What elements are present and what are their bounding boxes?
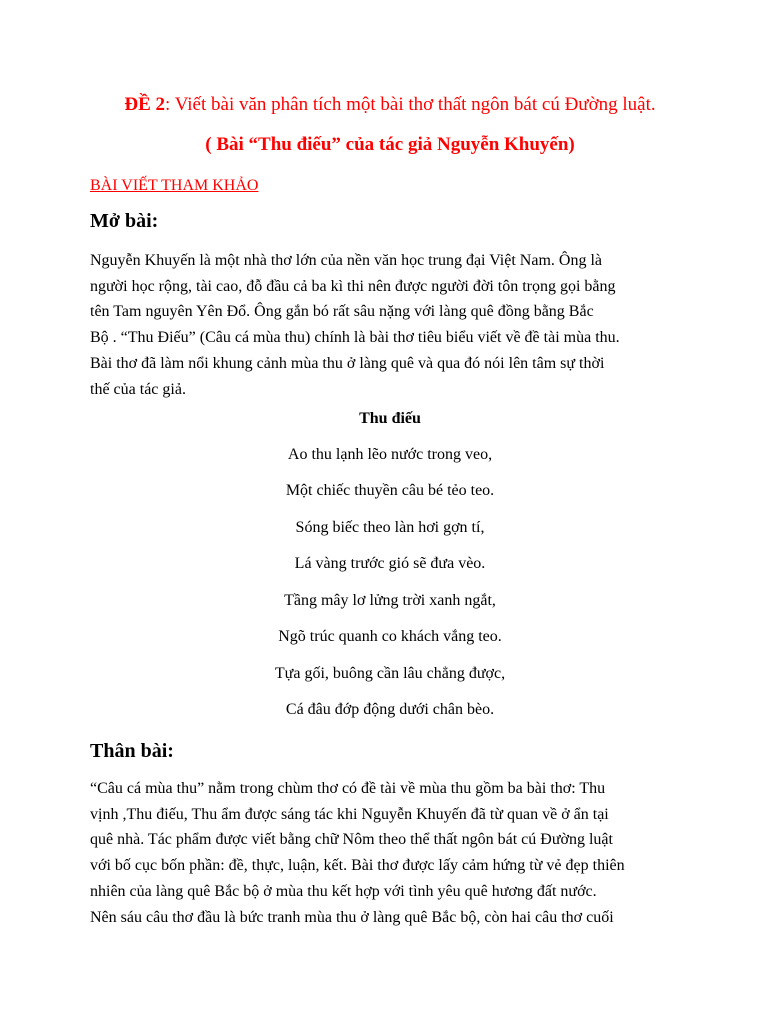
poem-title: Thu điếu <box>359 410 421 427</box>
poem-line: Ao thu lạnh lẽo nước trong veo, <box>287 446 493 463</box>
poem-line: Ngõ trúc quanh co khách vắng teo. <box>278 628 502 645</box>
paragraph-line: “Câu cá mùa thu” nằm trong chùm thơ có đề tài về mùa thu gồm ba bài thơ: Thu <box>90 780 606 797</box>
assignment-number: ĐỀ 2 <box>124 94 166 115</box>
poem-line: Sóng biếc theo làn hơi gợn tí, <box>295 519 485 536</box>
poem-line: Tầng mây lơ lửng trời xanh ngắt, <box>284 592 496 609</box>
intro-heading: Mở bài: <box>90 210 159 232</box>
assignment-title <box>90 93 690 117</box>
poem-line: Tựa gối, buông cần lâu chẳng được, <box>274 665 506 682</box>
paragraph-line: Nguyễn Khuyến là một nhà thơ lớn của nền văn học trung đại Việt Nam. Ông là <box>90 252 602 269</box>
paragraph-line: Bài thơ đã làm nổi khung cảnh mùa thu ở làng quê và qua đó nói lên tâm sự thời <box>90 354 605 372</box>
paragraph-line: thế của tác giả. <box>90 380 186 398</box>
paragraph-line: nhiên của làng quê Bắc bộ ở mùa thu kết hợp với tình yêu quê hương đất nước. <box>90 882 597 900</box>
paragraph-line: Bộ . “Thu Điếu” (Câu cá mùa thu) chính là bài thơ tiêu biểu viết về đề tài mùa thu. <box>90 329 620 347</box>
assignment-subtitle: ( Bài “Thu điếu” của tác giả Nguyễn Khuyến) <box>205 134 575 155</box>
poem-line: Cá đâu đớp động dưới chân bèo. <box>285 701 495 718</box>
paragraph-line: với bố cục bốn phần: đề, thực, luận, kết. Bài thơ được lấy cảm hứng từ vẻ đẹp thiên <box>90 857 625 875</box>
body-paragraph <box>90 776 690 930</box>
paragraph-line: Nên sáu câu thơ đầu là bức tranh mùa thu ở làng quê Bắc bộ, còn hai câu thơ cuối <box>90 908 614 926</box>
intro-paragraph <box>90 248 690 402</box>
reference-essay-link[interactable]: BÀI VIẾT THAM KHẢO <box>90 177 259 194</box>
poem-line: Một chiếc thuyền câu bé tẻo teo. <box>285 482 495 499</box>
poem-line: Lá vàng trước gió sẽ đưa vèo. <box>294 555 486 572</box>
paragraph-line: quê nhà. Tác phẩm được viết bằng chữ Nôm theo thể thất ngôn bát cú Đường luật <box>90 831 613 849</box>
assignment-prompt: : Viết bài văn phân tích một bài thơ thất ngôn bát cú Đường luật. <box>165 94 656 115</box>
paragraph-line: vịnh ,Thu điếu, Thu ẩm được sáng tác khi Nguyễn Khuyến đã từ quan về ở ẩn tại <box>90 805 609 823</box>
paragraph-line: người học rộng, tài cao, đỗ đầu cả ba kì thi nên được người đời tôn trọng gọi bằng <box>90 277 616 295</box>
body-heading: Thân bài: <box>90 740 174 762</box>
paragraph-line: tên Tam nguyên Yên Đổ. Ông gắn bó rất sâu nặng với làng quê đồng bằng Bắc <box>90 303 594 321</box>
